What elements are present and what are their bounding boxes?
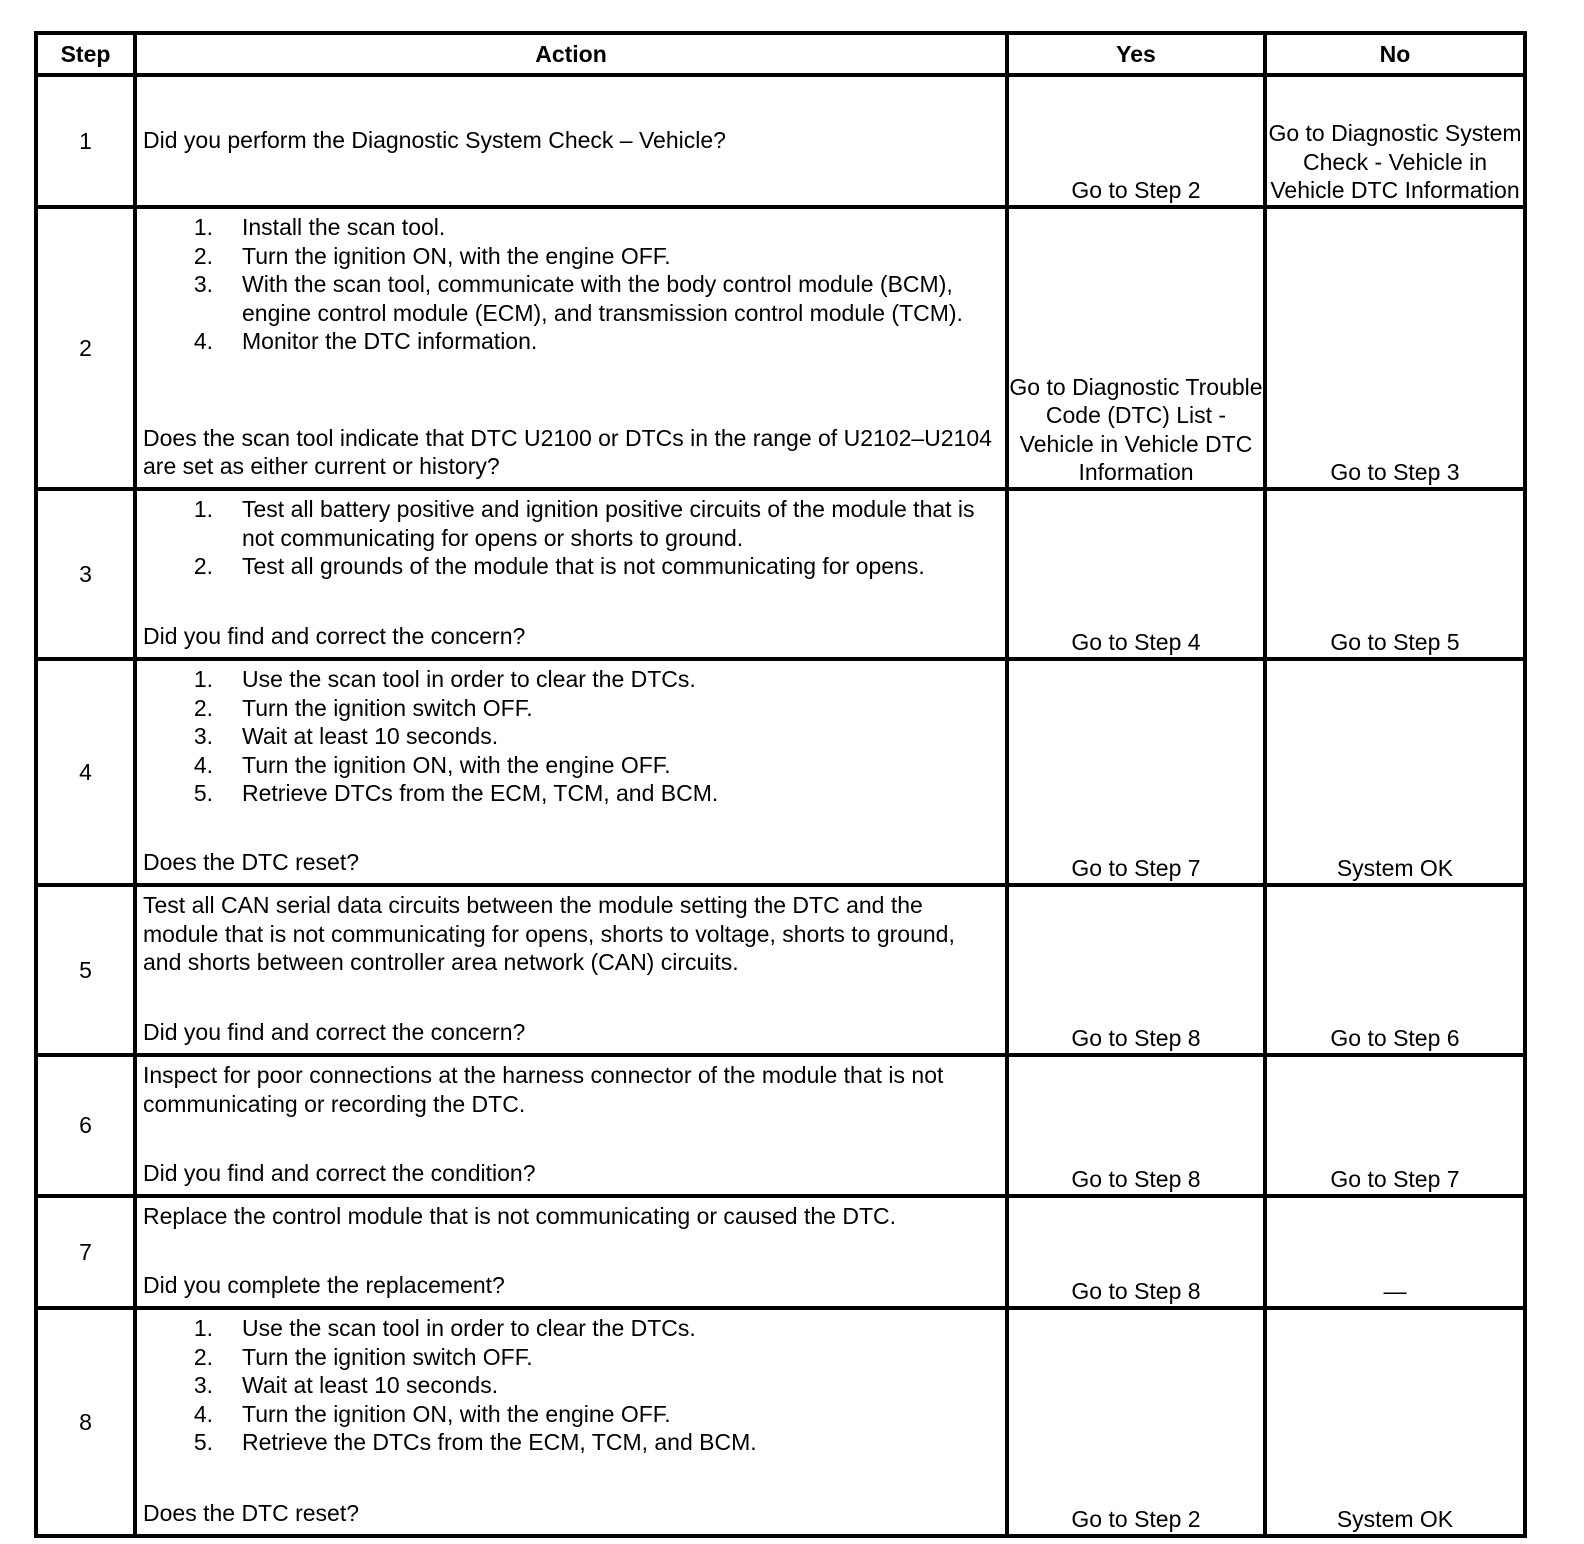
table-body: [36, 75, 1525, 1536]
list-item-number: 1.: [193, 214, 213, 240]
instruction-list: [143, 495, 997, 581]
list-item-number: 1.: [193, 666, 213, 692]
no-result: —: [1265, 1196, 1525, 1308]
no-result: Go to Step 3: [1265, 207, 1525, 489]
list-item-number: 2.: [193, 1343, 213, 1370]
step-number: 4: [36, 659, 135, 885]
no-result: Go to Diagnostic System Check - Vehicle in Vehicle DTC Information: [1265, 75, 1525, 207]
table-row: [36, 75, 1525, 207]
yes-result: Go to Diagnostic Trouble Code (DTC) List - Vehicle in Vehicle DTC Information: [1007, 207, 1265, 489]
list-item-text: Turn the ignition ON, with the engine OFF.: [242, 1400, 671, 1427]
list-item-number: 2.: [193, 242, 213, 269]
action-question: Does the scan tool indicate that DTC U2100 or DTCs in the range of U2102–U2104 are set as either current or history?: [143, 424, 992, 480]
list-item-text: Wait at least 10 seconds.: [242, 723, 499, 750]
list-item-number: 3.: [193, 723, 213, 750]
list-item-number: 5.: [193, 1429, 213, 1456]
list-item: [143, 552, 997, 581]
action-question: Does the DTC reset?: [143, 849, 360, 876]
action-instructions: [143, 495, 997, 581]
list-item-number: 4.: [193, 1400, 213, 1427]
action-question: Did you find and correct the concern?: [143, 623, 526, 650]
table-row: [36, 885, 1525, 1055]
list-item-text: Use the scan tool in order to clear the DTCs.: [242, 666, 696, 692]
list-item: [143, 694, 997, 723]
no-result: Go to Step 6: [1265, 885, 1525, 1055]
header-action: Action: [135, 33, 1007, 75]
list-item: [143, 1428, 997, 1457]
yes-result: Go to Step 8: [1007, 1196, 1265, 1308]
action-cell: [135, 659, 1007, 885]
yes-result: Go to Step 2: [1007, 1308, 1265, 1536]
list-item-number: 3.: [193, 271, 213, 298]
step-number: 7: [36, 1196, 135, 1308]
step-number: 8: [36, 1308, 135, 1536]
list-item: [143, 665, 997, 694]
action-content: [137, 661, 1005, 879]
step-number: 1: [36, 75, 135, 207]
list-item-text: Test all battery positive and ignition positive circuits of the module that is not communicating for opens or shorts to ground.: [242, 496, 975, 551]
diagnostic-table: [34, 31, 1527, 1538]
list-item: [143, 1371, 997, 1400]
yes-result: Go to Step 4: [1007, 489, 1265, 659]
header-yes: Yes: [1007, 33, 1265, 75]
action-content: [137, 491, 1005, 653]
yes-result: Go to Step 2: [1007, 75, 1265, 207]
action-instructions: [143, 665, 997, 808]
list-item-number: 2.: [193, 694, 213, 721]
list-item: [143, 327, 997, 356]
instruction-list: [143, 213, 997, 356]
list-item-number: 3.: [193, 1372, 213, 1399]
action-cell: [135, 489, 1007, 659]
table-row: [36, 489, 1525, 659]
list-item-text: Install the scan tool.: [242, 214, 446, 240]
action-cell: [135, 1308, 1007, 1536]
action-content: [137, 1057, 1005, 1190]
table-row: [36, 207, 1525, 489]
action-question: Did you complete the replacement?: [143, 1272, 505, 1299]
no-result: System OK: [1265, 1308, 1525, 1536]
list-item-text: Turn the ignition ON, with the engine OFF.: [242, 242, 671, 269]
list-item-number: 4.: [193, 328, 213, 355]
table-row: [36, 1308, 1525, 1536]
action-instructions: [143, 1202, 997, 1231]
list-item-text: Turn the ignition switch OFF.: [242, 1343, 533, 1370]
list-item-text: Turn the ignition ON, with the engine OFF.: [242, 751, 671, 778]
header-no: No: [1265, 33, 1525, 75]
action-content: [137, 1310, 1005, 1530]
list-item-text: Wait at least 10 seconds.: [242, 1372, 499, 1399]
action-cell: [135, 1055, 1007, 1196]
table-row: [36, 1196, 1525, 1308]
yes-result: Go to Step 7: [1007, 659, 1265, 885]
list-item-text: Monitor the DTC information.: [242, 328, 538, 355]
header-row: [36, 33, 1525, 75]
action-instructions: [143, 213, 997, 356]
list-item: [143, 495, 997, 552]
action-content: [137, 1198, 1005, 1302]
list-item-number: 1.: [193, 1315, 213, 1341]
list-item-number: 1.: [193, 496, 213, 522]
action-paragraph: Test all CAN serial data circuits between the module setting the DTC and the module that is not communicating for opens, shorts to voltage, shorts to ground, and shorts between controller area network (CAN) circuits.: [143, 892, 955, 976]
action-cell: [135, 207, 1007, 489]
action-question: Did you find and correct the concern?: [143, 1019, 526, 1046]
no-result: Go to Step 5: [1265, 489, 1525, 659]
list-item: [143, 1400, 997, 1429]
list-item-text: Retrieve DTCs from the ECM, TCM, and BCM.: [242, 780, 719, 807]
list-item: [143, 722, 997, 751]
list-item-text: Retrieve the DTCs from the ECM, TCM, and BCM.: [242, 1429, 757, 1456]
action-question: Does the DTC reset?: [143, 1500, 360, 1527]
action-cell: [135, 885, 1007, 1055]
instruction-list: [143, 665, 997, 808]
list-item-number: 2.: [193, 553, 213, 580]
list-item: [143, 270, 997, 327]
step-number: 6: [36, 1055, 135, 1196]
action-paragraph: Inspect for poor connections at the harness connector of the module that is not communicating or recording the DTC.: [143, 1062, 944, 1117]
action-content: [137, 209, 1005, 483]
table-row: [36, 1055, 1525, 1196]
action-cell: [135, 1196, 1007, 1308]
no-result: System OK: [1265, 659, 1525, 885]
list-item-text: Test all grounds of the module that is not communicating for opens.: [242, 553, 925, 580]
list-item: [143, 779, 997, 808]
header-step: Step: [36, 33, 135, 75]
action-content: [137, 77, 1005, 201]
instruction-list: [143, 1314, 997, 1457]
yes-result: Go to Step 8: [1007, 885, 1265, 1055]
action-question: Did you find and correct the condition?: [143, 1160, 536, 1187]
list-item: [143, 1343, 997, 1372]
list-item-number: 5.: [193, 780, 213, 807]
action-instructions: [143, 891, 997, 977]
list-item-number: 4.: [193, 751, 213, 778]
list-item-text: With the scan tool, communicate with the body control module (BCM), engine control module (ECM), and transmission control module (TCM).: [242, 271, 963, 326]
list-item: [143, 213, 997, 242]
table-row: [36, 659, 1525, 885]
step-number: 2: [36, 207, 135, 489]
action-instructions: [143, 1314, 997, 1457]
list-item-text: Turn the ignition switch OFF.: [242, 694, 533, 721]
action-cell: [135, 75, 1007, 207]
step-number: 5: [36, 885, 135, 1055]
action-question: Did you perform the Diagnostic System Check – Vehicle?: [143, 127, 726, 154]
action-paragraph: Replace the control module that is not communicating or caused the DTC.: [143, 1203, 896, 1229]
no-result: Go to Step 7: [1265, 1055, 1525, 1196]
action-instructions: [143, 1061, 997, 1118]
step-number: 3: [36, 489, 135, 659]
list-item: [143, 242, 997, 271]
list-item-text: Use the scan tool in order to clear the DTCs.: [242, 1315, 696, 1341]
action-content: [137, 887, 1005, 1049]
yes-result: Go to Step 8: [1007, 1055, 1265, 1196]
list-item: [143, 1314, 997, 1343]
list-item: [143, 751, 997, 780]
